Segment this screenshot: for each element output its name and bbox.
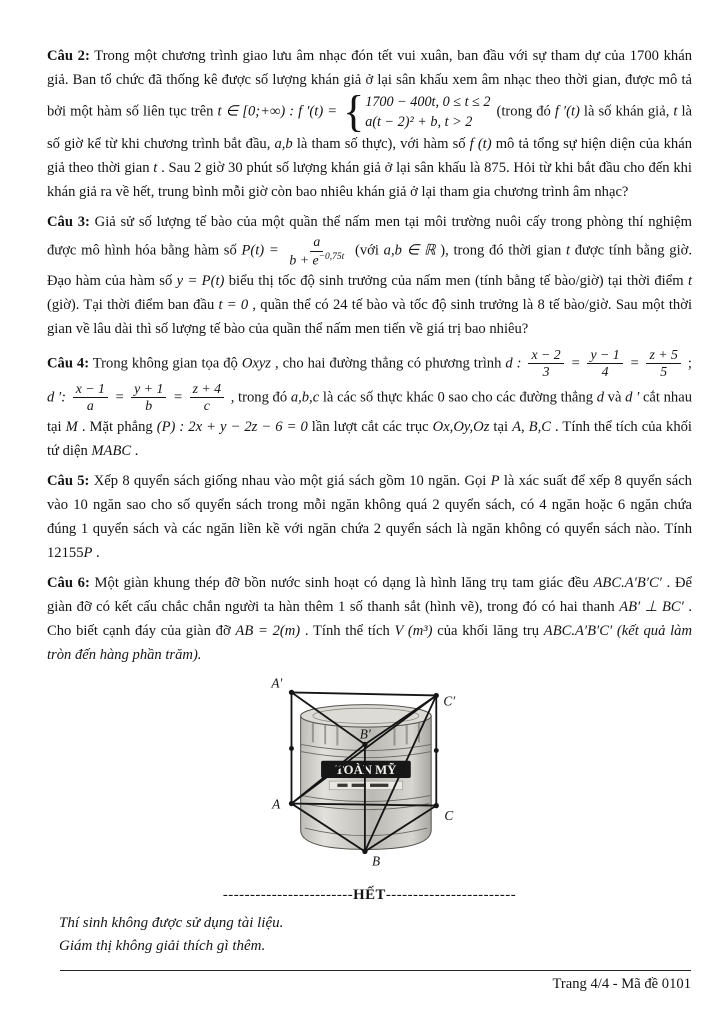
text-run: lần lượt cắt các trục: [307, 418, 433, 435]
math-token: MABC: [91, 442, 132, 459]
text-run: Trong một chương trình giao lưu âm nhạc đón tết vui xuân, ban đầu với sự tham dự của 1700 khán giả. Ban tổ chức đã thống kê được số lượng khán giả ở lại sân khấu xem âm nhạc theo thời gian, được mô tả bởi một hàm số liên tục trên: [47, 48, 693, 120]
case-row: a(t − 2)² + b, t > 2: [365, 114, 473, 130]
math-token: t ∈ [0;+∞) : f ′(t) =: [217, 103, 342, 120]
text-run: là số giờ kể từ khi chương trình bắt đầu,: [47, 103, 692, 152]
text-run: , quần thể có 24 tế bào và tốc độ sinh trưởng là 8 tế bào/giờ. Sau một thời gian về lâu dài thì số lượng tế bào của quần thể nấm men tiến về giá trị bao nhiêu?: [47, 296, 693, 337]
fraction: $\frac{y - 1}{4}$: [587, 347, 622, 381]
text-run: . Sau 2 giờ 30 phút số lượng khán giả ở lại sân khấu là 875. Hỏi từ khi bắt đầu cho đến khi khán giả ra về hết, trung bình mỗi giờ còn bao nhiêu khán giả ở lại tham gia chương trình âm nhạc?: [47, 160, 692, 200]
text-run: (trong đó: [492, 103, 555, 120]
question-label: Câu 3:: [47, 214, 90, 230]
math-token: ABC.A′B′C′: [593, 574, 662, 591]
math-token: =: [169, 389, 187, 406]
end-dashes-left: ------------------------: [222, 886, 354, 903]
text-run: là tham số thực), với hàm số: [292, 136, 470, 152]
math-token: d ′:: [47, 389, 70, 406]
text-run: .: [131, 442, 139, 459]
text-run: tại: [489, 418, 513, 435]
text-run: . Mặt phẳng: [77, 418, 157, 435]
text-run: của khối lăng trụ: [432, 622, 544, 639]
note-no-explanation: Giám thị không giải thích gì thêm.: [59, 937, 266, 954]
vertex-label-c-prime: C′: [442, 693, 455, 709]
fraction: $\frac{z + 5}{5}$: [646, 347, 680, 381]
math-token: P(t) =: [241, 242, 284, 259]
footer-page-number: Trang 4/4 - Mã đề 0101: [552, 976, 691, 992]
text-run: (với: [350, 242, 384, 259]
vertex-label-b-prime: B′: [359, 726, 371, 742]
text-run: Một giàn khung thép đỡ bồn nước sinh hoạt có dạng là hình lăng trụ tam giác đều: [89, 574, 594, 591]
text-run: là xác suất để xếp 8 quyển sách vào 10 ngăn sao cho số quyển sách trong mỗi ngăn không quá 2 quyển sách, có 4 ngăn hoặc 6 ngăn chứa đúng 1 quyển sách và các ngăn liền kề với ngăn chứa 2 quyển sách là ngăn không có quyển sách nào. Tính 12155: [47, 472, 692, 561]
question-2: [47, 44, 692, 204]
text-run: . Cho biết cạnh đáy của giàn đỡ: [47, 598, 692, 639]
math-token: AB′ ⊥ BC′: [619, 598, 684, 615]
math-token: b + e: [289, 252, 319, 268]
text-run: , cho hai đường thẳng có phương trình: [271, 355, 506, 372]
math-token: P: [490, 472, 500, 489]
fraction: $\frac{a}{b + e^{-0,75t}}$: [289, 234, 345, 268]
text-run: là số khán giả,: [579, 103, 674, 120]
math-token: ABC.A′B′C′: [543, 622, 613, 639]
vertex-label-a-prime: A′: [270, 675, 282, 691]
math-token: V (m³): [394, 622, 433, 639]
vertex-label-a: A: [271, 796, 280, 812]
text-run: là các số thực khác 0 sao cho các đường thẳng: [319, 389, 597, 406]
question-list: [47, 44, 692, 667]
math-token: f ′(t): [554, 103, 580, 120]
text-run: . Để giàn đỡ có kết cấu chắc chắn người ta hàn thêm 1 số thanh sắt (hình vẽ), trong đó có hai thanh: [47, 574, 692, 615]
tank-brand-label: TOÀN MỸ: [334, 762, 396, 777]
math-token: (P) : 2x + y − 2z − 6 = 0: [156, 418, 308, 435]
text-run: (kết quả làm tròn đến hàng phần trăm).: [47, 622, 693, 663]
prism-figure: [47, 675, 692, 875]
text-run: được tính bằng giờ. Đạo hàm của hàm số: [47, 242, 693, 289]
vertex-label-b: B: [371, 853, 380, 869]
math-token: t: [565, 242, 571, 259]
page-footer: [60, 970, 691, 993]
math-token: a,b ∈ ℝ: [383, 242, 436, 259]
math-token: t = 0: [218, 296, 249, 313]
math-token: t: [153, 160, 158, 176]
fraction: $\frac{x - 2}{3}$: [528, 347, 563, 381]
math-token: =: [625, 355, 644, 372]
text-run: biểu thị tốc độ sinh trưởng của nấm men (tính bằng tế bào/giờ) tại thời điểm: [224, 272, 688, 289]
math-token: Ox,Oy,Oz: [432, 418, 490, 435]
case-row: 1700 − 400t, 0 ≤ t ≤ 2: [365, 94, 491, 110]
math-token: y = P(t): [176, 272, 225, 289]
math-token: Oxyz: [241, 355, 271, 372]
text-run: Giả sử số lượng tế bào của một quần thể nấm men tại môi trường nuôi cấy trong phòng thí nghiệm được mô hình hóa bằng hàm số: [47, 214, 692, 259]
math-token: f (t): [469, 136, 492, 152]
text-run: Xếp 8 quyển sách giống nhau vào một giá sách gồm 10 ngăn. Gọi: [89, 472, 491, 489]
math-token: =: [566, 355, 585, 372]
math-token: P: [83, 544, 93, 561]
exam-notes: [59, 912, 692, 958]
question-3: [47, 210, 692, 341]
end-marker: HẾT: [353, 886, 386, 903]
fraction: $\frac{y + 1}{b}$: [131, 381, 166, 415]
superscript: −0,75t: [318, 251, 345, 262]
fraction: $\frac{z + 4}{c}$: [190, 381, 224, 415]
math-token: =: [110, 389, 129, 406]
text-run: cắt nhau tại: [47, 389, 693, 435]
piecewise-cases: { 1700 − 400t, 0 ≤ t ≤ 2 a(t − 2)² + b, t > 2: [343, 87, 491, 137]
question-5: [47, 469, 692, 565]
math-token: AB = 2(m): [235, 622, 301, 639]
text-run: mô tả tổng sự hiện diện của khán giả theo thời gian: [47, 136, 693, 176]
question-6: [47, 571, 692, 667]
math-token: d ′: [625, 389, 640, 406]
math-token: M: [65, 418, 78, 435]
math-token: d :: [505, 355, 526, 372]
question-label: Câu 2:: [47, 48, 90, 64]
text-run: Trong không gian tọa độ: [89, 355, 242, 372]
end-marker-line: [47, 887, 692, 904]
math-token: d: [596, 389, 604, 406]
math-token: t: [673, 103, 678, 120]
question-label: Câu 5:: [47, 472, 90, 489]
text-run: ;: [683, 355, 692, 372]
end-dashes-right: ------------------------: [385, 886, 517, 903]
note-no-materials: Thí sinh không được sử dụng tài liệu.: [59, 914, 284, 931]
math-token: t: [687, 272, 692, 289]
math-token: a,b,c: [290, 389, 320, 406]
text-run: . Tính thể tích: [300, 622, 395, 639]
math-token: A, B,C: [512, 418, 551, 435]
text-run: và: [603, 389, 626, 406]
text-run: , trong đó: [227, 389, 291, 406]
question-label: Câu 4:: [47, 355, 90, 372]
question-label: Câu 6:: [47, 574, 90, 591]
prism-figure-svg: [266, 675, 474, 875]
math-token: a,b: [274, 136, 293, 152]
text-run: .: [92, 544, 100, 561]
text-run: ), trong đó thời gian: [435, 242, 566, 259]
fraction: $\frac{x - 1}{a}$: [73, 381, 108, 415]
text-run: . Tính thể tích của khối tứ diện: [47, 418, 692, 459]
question-4: [47, 347, 692, 463]
vertex-label-c: C: [443, 807, 453, 823]
text-run: (giờ). Tại thời điểm ban đầu: [47, 296, 219, 313]
